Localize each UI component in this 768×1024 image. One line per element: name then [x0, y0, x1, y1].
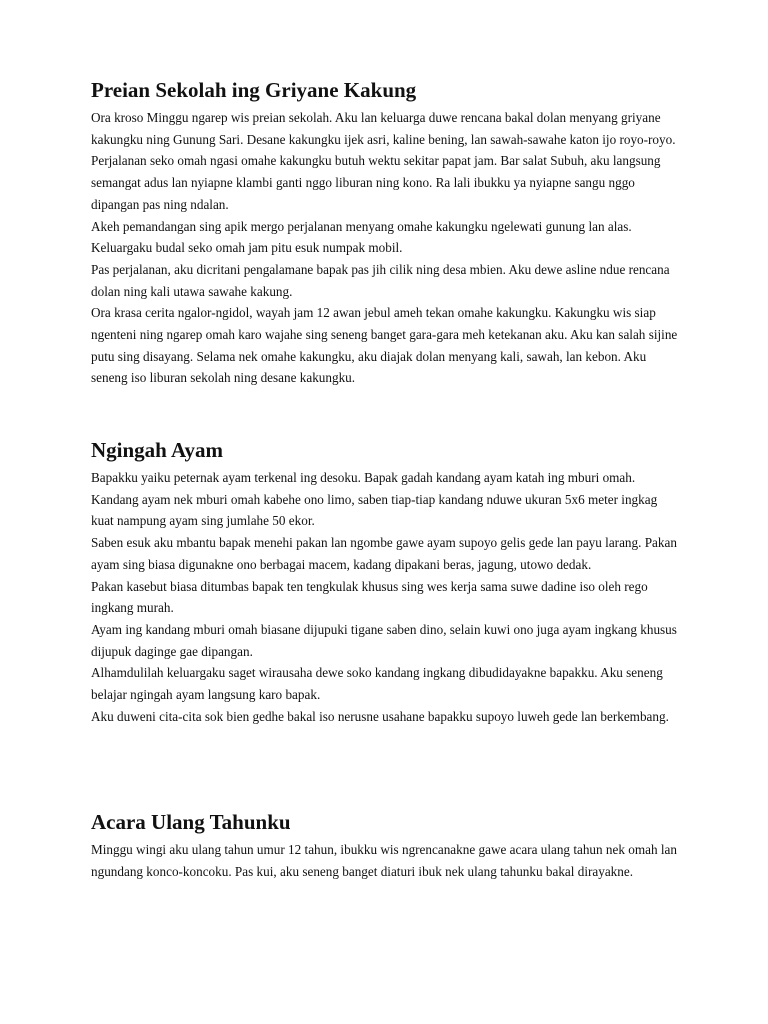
paragraph: Minggu wingi aku ulang tahun umur 12 tahun, ibukku wis ngrencanakne gawe acara ulang tahun nek omah lan ngundang konco-koncoku. Pas kui, aku seneng banget diaturi ibuk nek ulang tahunku bakal dirayakne.: [91, 842, 677, 879]
section-preian-sekolah: [91, 77, 683, 389]
paragraph: Pas perjalanan, aku dicritani pengalamane bapak pas jih cilik ning desa mbien. Aku dewe asline ndue rencana dolan ning kali utawa sawahe kakung.: [91, 261, 670, 299]
section-title: Acara Ulang Tahunku: [91, 810, 291, 834]
paragraph: Aku duweni cita-cita sok bien gedhe bakal iso nerusne usahane bapakku supoyo luweh gede lan berkembang.: [91, 708, 669, 724]
paragraph: Akeh pemandangan sing apik mergo perjalanan menyang omahe kakungku ngelewati gunung lan alas. Keluargaku budal seko omah jam pitu esuk numpak mobil.: [91, 218, 632, 256]
section-title: Ngingah Ayam: [91, 438, 224, 462]
paragraph: Ora kroso Minggu ngarep wis preian sekolah. Aku lan keluarga duwe rencana bakal dolan menyang griyane kakungku ning Gunung Sari. Desane kakungku ijek asri, kaline bening, lan sawah-sawahe katon ijo royo-royo.: [91, 110, 676, 147]
section-ulang-tahun: [91, 809, 683, 882]
section-ngingah-ayam: [91, 437, 683, 727]
paragraph: Saben esuk aku mbantu bapak menehi pakan lan ngombe gawe ayam supoyo gelis gede lan payu larang. Pakan ayam sing biasa digunakne ono berbagai macem, kadang dipakani beras, jagung, utowo dedak.: [91, 535, 677, 572]
paragraph: Pakan kasebut biasa ditumbas bapak ten tengkulak khusus sing wes kerja sama suwe dadine iso oleh rego ingkang murah.: [91, 578, 648, 616]
paragraph: Alhamdulilah keluargaku saget wirausaha dewe soko kandang ingkang dibudidayakne bapakku. Aku seneng belajar ngingah ayam langsung karo bapak.: [91, 665, 663, 703]
paragraph: Ora krasa cerita ngalor-ngidol, wayah jam 12 awan jebul ameh tekan omahe kakungku. Kakungku wis siap ngenteni ning ngarep omah karo wajahe sing seneng banget gara-gara meh ketekanan aku. Aku kan salah sijine putu sing disayang. Selama nek omahe kakungku, aku diajak dolan menyang kali, sawah, lan kebon. Aku seneng iso liburan sekolah ning desane kakungku.: [91, 305, 678, 386]
paragraph: Bapakku yaiku peternak ayam terkenal ing desoku. Bapak gadah kandang ayam katah ing mburi omah. Kandang ayam nek mburi omah kabehe ono limo, saben tiap-tiap kandang nduwe ukuran 5x6 meter ingkag kuat nampung ayam sing jumlahe 50 ekor.: [91, 470, 658, 529]
paragraph: Ayam ing kandang mburi omah biasane dijupuki tigane saben dino, selain kuwi ono juga ayam ingkang khusus dijupuk daginge gae dipangan.: [91, 621, 677, 659]
paragraph: Perjalanan seko omah ngasi omahe kakungku butuh wektu sekitar papat jam. Bar salat Subuh, aku langsung semangat adus lan nyiapne klambi ganti nggo liburan ning kono. Ra lali ibukku ya nyiapne sangu nggo dipangan pas ning ndalan.: [91, 153, 661, 212]
section-title: Preian Sekolah ing Griyane Kakung: [91, 78, 417, 102]
